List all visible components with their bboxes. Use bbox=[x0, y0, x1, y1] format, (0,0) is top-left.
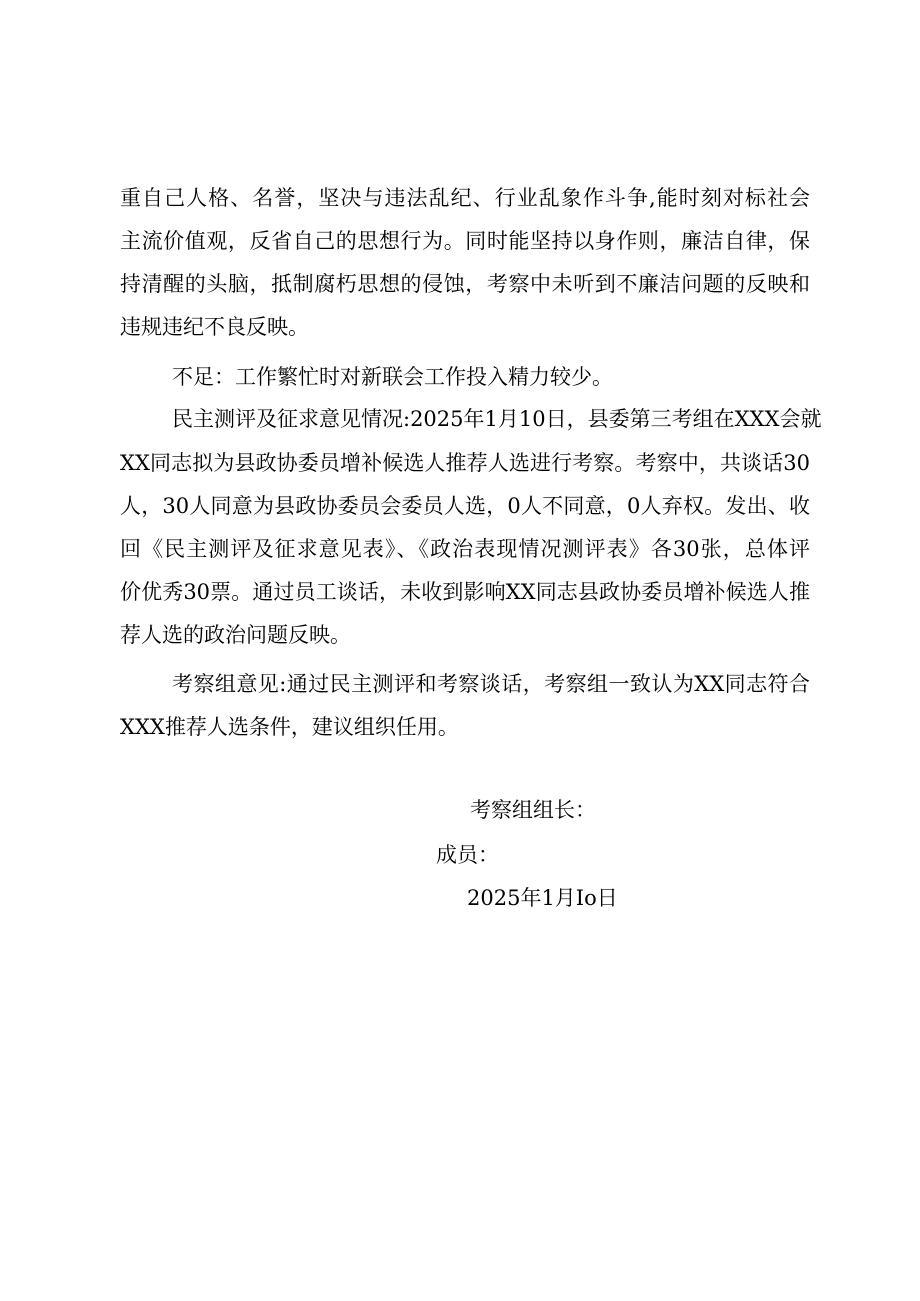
paragraph-line: 价优秀30票。通过员工谈话，未收到影响XX同志县政协委员增补候选人推 bbox=[120, 580, 810, 604]
paragraph-line: 回《民主测评及征求意见表》、《政治表现情况测评表》各30张，总体评 bbox=[120, 537, 810, 561]
paragraph-line: 不足：工作繁忙时对新联会工作投入精力较少。 bbox=[172, 365, 613, 389]
paragraph-line: 荐人选的政治问题反映。 bbox=[120, 623, 351, 647]
paragraph-line: 主流价值观，反省自己的思想行为。同时能坚持以身作则，廉洁自律，保 bbox=[120, 229, 810, 253]
members-label: 成员： bbox=[436, 843, 499, 867]
signature-date: 2025年1月Io日 bbox=[467, 886, 618, 910]
paragraph-line: 考察组意见:通过民主测评和考察谈话，考察组一致认为XX同志符合 bbox=[172, 672, 810, 696]
paragraph-line: 人，30人同意为县政协委员会委员人选，0人不同意，0人弃权。发出、收 bbox=[120, 494, 810, 518]
paragraph-line: 民主测评及征求意见情况:2025年1月10日，县委第三考组在XXX会就 bbox=[172, 407, 822, 431]
leader-label: 考察组组长： bbox=[470, 798, 596, 822]
paragraph-line: XX同志拟为县政协委员增补候选人推荐人选进行考察。考察中，共谈话30 bbox=[120, 451, 810, 475]
paragraph-line: 持清醒的头脑，抵制腐朽思想的侵蚀，考察中未听到不廉洁问题的反映和 bbox=[120, 272, 810, 296]
paragraph-line: 重自己人格、名誉，坚决与违法乱纪、行业乱象作斗争,能时刻对标社会 bbox=[120, 186, 810, 210]
paragraph-line: 违规违纪不良反映。 bbox=[120, 315, 309, 339]
paragraph-line: XXX推荐人选条件，建议组织任用。 bbox=[120, 715, 459, 739]
